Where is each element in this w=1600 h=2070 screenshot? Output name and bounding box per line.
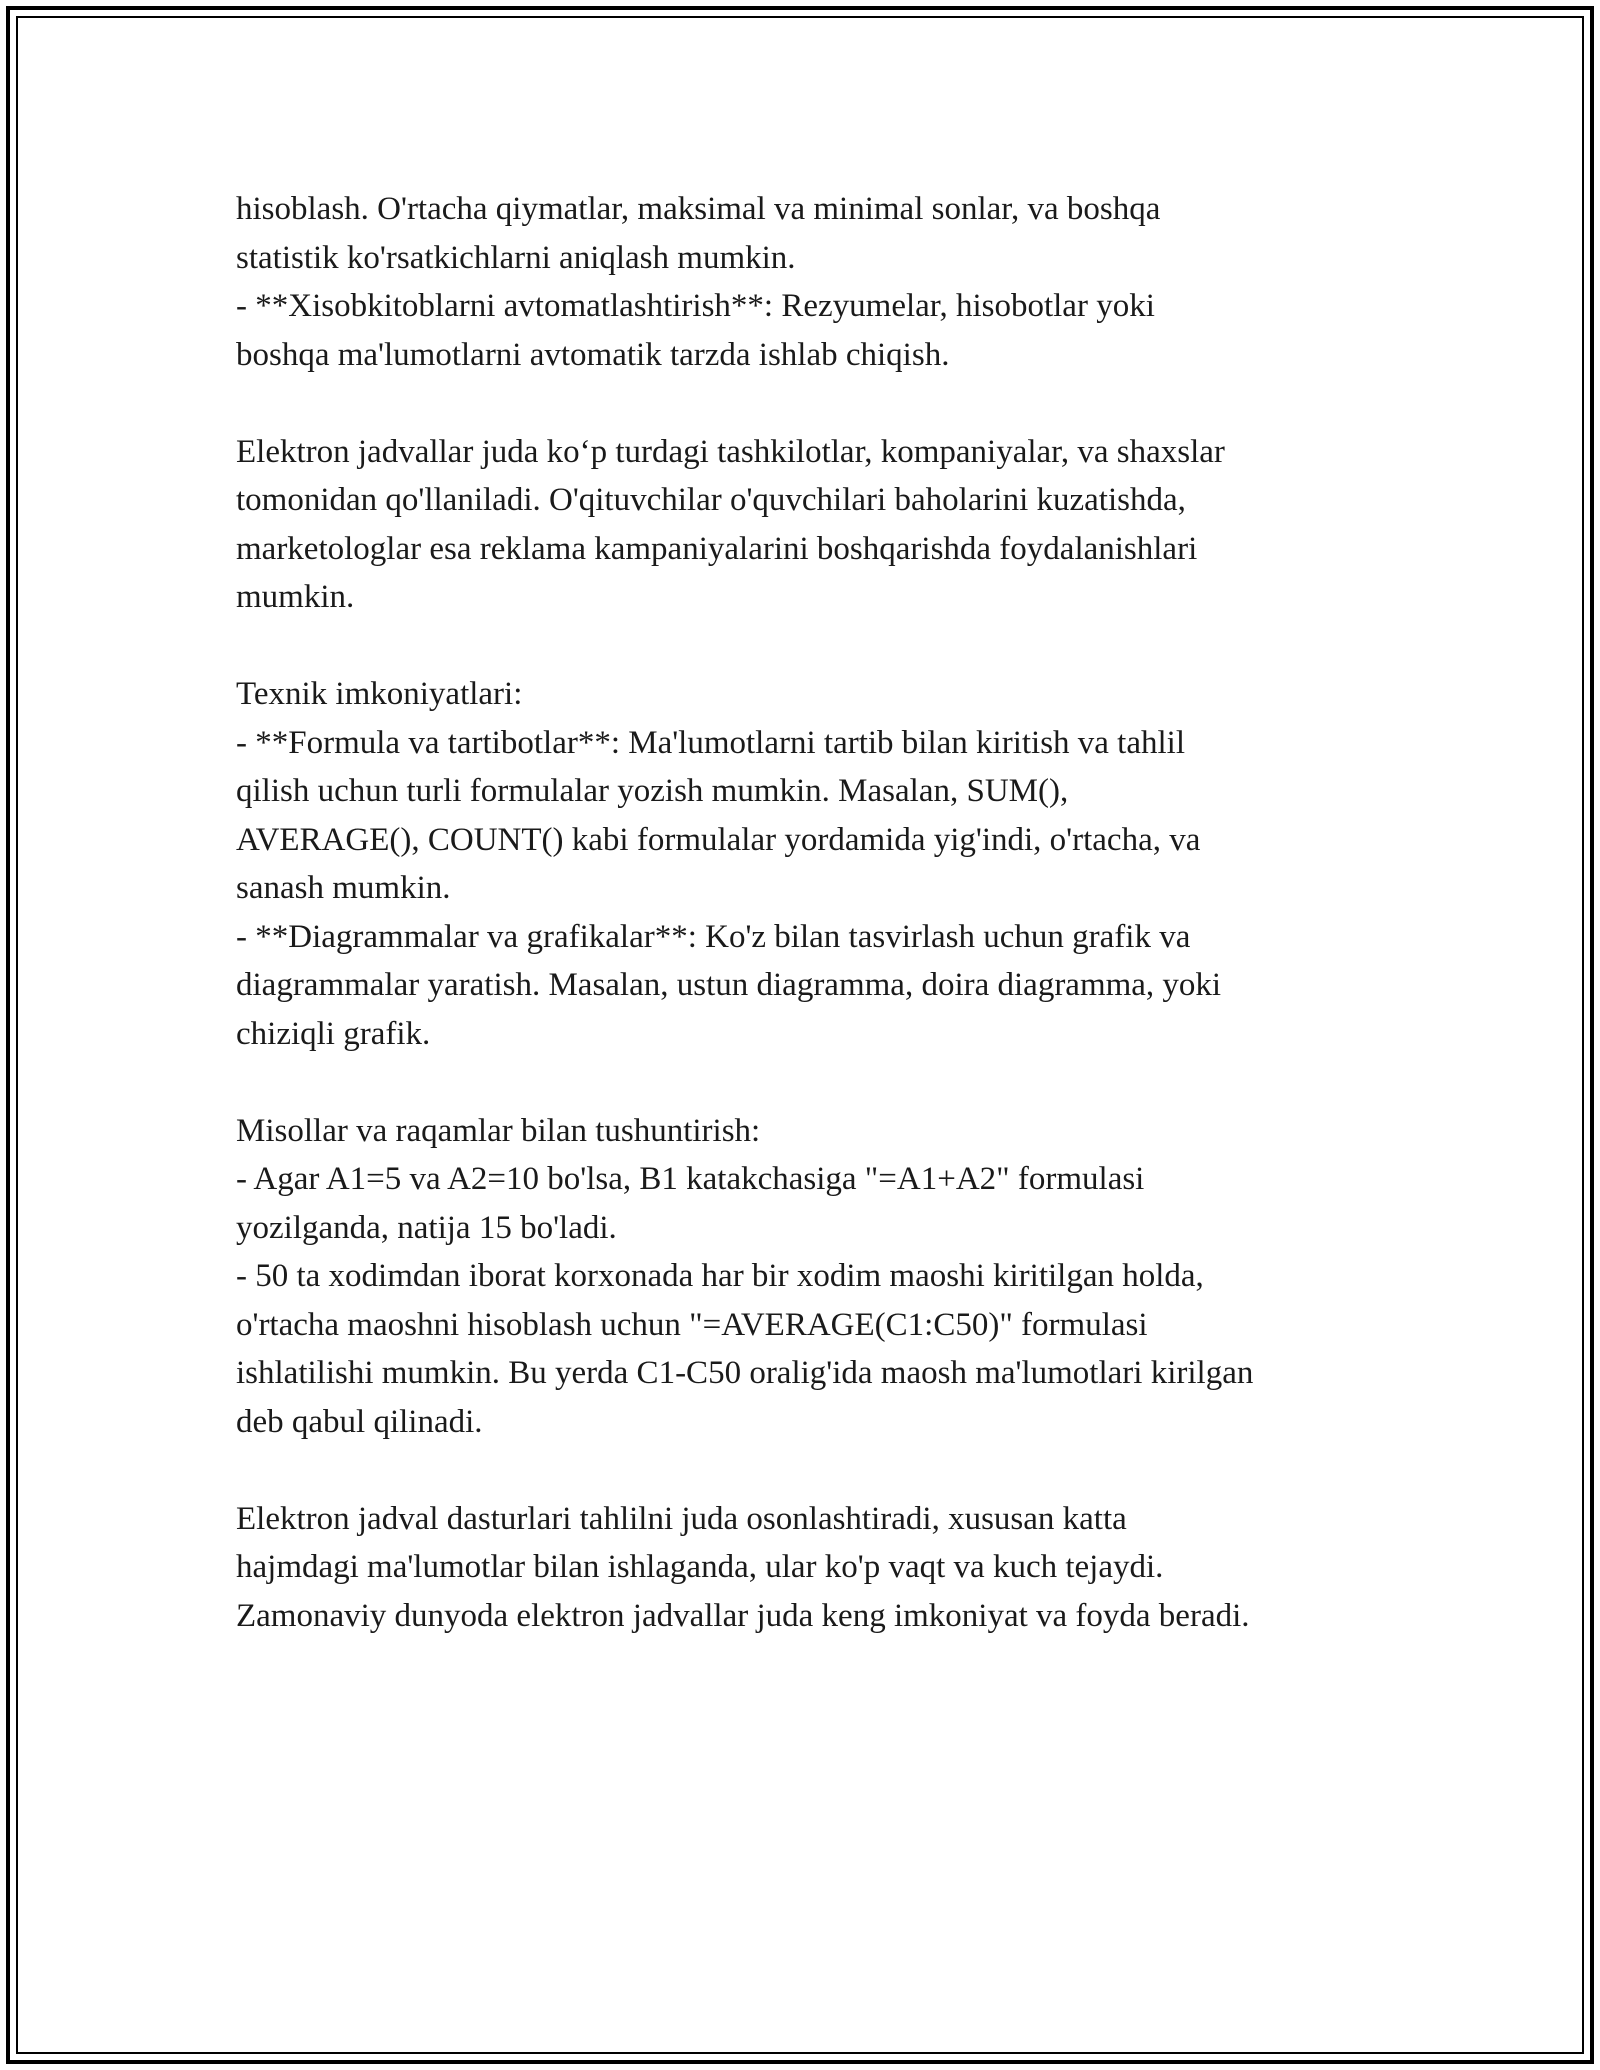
text-line: chiziqli grafik. bbox=[236, 1015, 431, 1052]
text-line: sanash mumkin. bbox=[236, 870, 451, 906]
text-line: yozilganda, natija 15 bo'ladi. bbox=[236, 1209, 617, 1246]
paragraph-statistics bbox=[236, 185, 1386, 379]
text-line: boshqa ma'lumotlarni avtomatik tarzda ishlab chiqish. bbox=[236, 336, 950, 373]
text-line: Elektron jadval dasturlari tahlilni juda osonlashtiradi, xususan katta bbox=[236, 1500, 1127, 1537]
text-line: ishlatilishi mumkin. Bu yerda C1-C50 oralig'ida maosh ma'lumotlari kirilgan bbox=[236, 1355, 1254, 1391]
paragraph-conclusion bbox=[236, 1495, 1386, 1641]
text-line: diagrammalar yaratish. Masalan, ustun diagramma, doira diagramma, yoki bbox=[236, 967, 1222, 1003]
text-line: - 50 ta xodimdan iborat korxonada har bir xodim maoshi kiritilgan holda, bbox=[236, 1258, 1204, 1294]
text-line: hisoblash. O'rtacha qiymatlar, maksimal va minimal sonlar, va boshqa bbox=[236, 191, 1161, 227]
text-line: o'rtacha maoshni hisoblash uchun "=AVERAGE(C1:C50)" formulasi bbox=[236, 1306, 1148, 1343]
text-line: - **Xisobkitoblarni avtomatlashtirish**: Rezyumelar, hisobotlar yoki bbox=[236, 288, 1155, 324]
text-line: tomonidan qo'llaniladi. O'qituvchilar o'quvchilari baholarini kuzatishda, bbox=[236, 482, 1186, 518]
text-line: deb qabul qilinadi. bbox=[236, 1403, 483, 1440]
text-line: Misollar va raqamlar bilan tushuntirish: bbox=[236, 1112, 761, 1149]
text-line: - **Diagrammalar va grafikalar**: Ko'z bilan tasvirlash uchun grafik va bbox=[236, 918, 1191, 955]
text-line: Elektron jadvallar juda ko‘p turdagi tashkilotlar, kompaniyalar, va shaxslar bbox=[236, 433, 1225, 470]
text-line: AVERAGE(), COUNT() kabi formulalar yordamida yig'indi, o'rtacha, va bbox=[236, 821, 1201, 858]
paragraph-technical-features bbox=[236, 670, 1386, 1058]
text-line: Zamonaviy dunyoda elektron jadvallar juda keng imkoniyat va foyda beradi. bbox=[236, 1597, 1250, 1634]
document-body bbox=[236, 185, 1386, 1689]
paragraph-usage bbox=[236, 428, 1386, 622]
text-line: hajmdagi ma'lumotlar bilan ishlaganda, ular ko'p vaqt va kuch tejaydi. bbox=[236, 1549, 1164, 1585]
text-line: Texnik imkoniyatlari: bbox=[236, 676, 523, 712]
paragraph-examples bbox=[236, 1107, 1386, 1447]
text-line: qilish uchun turli formulalar yozish mumkin. Masalan, SUM(), bbox=[236, 773, 1069, 809]
text-line: - Agar A1=5 va A2=10 bo'lsa, B1 katakchasiga "=A1+A2" formulasi bbox=[236, 1161, 1145, 1197]
text-line: mumkin. bbox=[236, 579, 355, 615]
text-line: marketologlar esa reklama kampaniyalarini boshqarishda foydalanishlari bbox=[236, 530, 1198, 567]
text-line: statistik ko'rsatkichlarni aniqlash mumkin. bbox=[236, 239, 796, 276]
text-line: - **Formula va tartibotlar**: Ma'lumotlarni tartib bilan kiritish va tahlil bbox=[236, 724, 1186, 761]
